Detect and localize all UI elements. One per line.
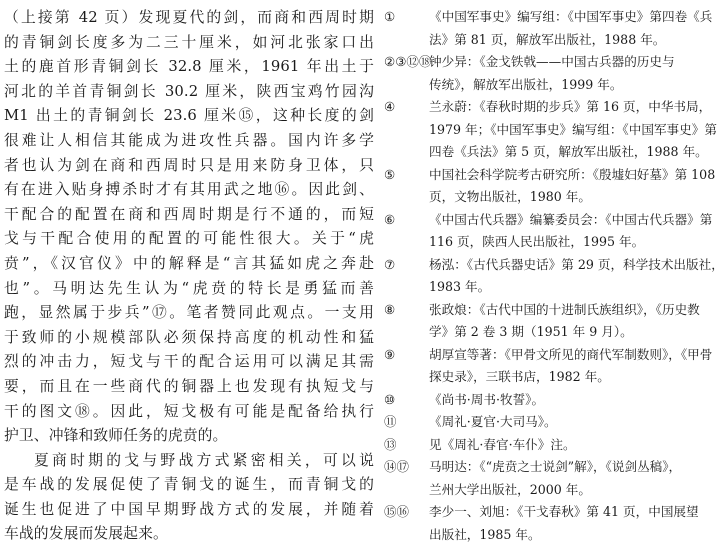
body-line: 很难让人相信其能成为进攻性兵器。国内许多学	[4, 131, 374, 149]
footnote	[384, 96, 717, 164]
footnote-number: ①	[384, 9, 396, 24]
body-line: 者也认为剑在商和西周时只是用来防身卫体，只	[4, 156, 374, 174]
footnote-number: ⑧	[384, 301, 396, 317]
footnote	[384, 164, 716, 209]
body-line: 是车战的发展促使了青铜戈的诞生，而青铜戈的	[4, 476, 374, 494]
body-line: 烈的冲击力，短戈与干的配合运用可以满足其需	[4, 353, 374, 371]
footnote-line: 李少一、刘旭：《干戈春秋》第 41 页，中国展望	[429, 504, 699, 519]
footnote-line: 杨泓：《古代兵器史话》第 29 页，科学技术出版社，	[429, 256, 724, 272]
footnote	[384, 501, 702, 546]
body-line: 护卫、冲锋和致师任务的虎贲的。	[4, 427, 228, 445]
body-line: M1 出土的青铜剑长 23.6 厘米⑮，这种长度的剑	[4, 107, 374, 125]
footnote-number: ⑭⑰	[384, 459, 410, 474]
footnote	[384, 209, 713, 254]
body-line: （上接第 42 页）发现夏代的剑，而商和西周时期	[4, 9, 374, 26]
footnote	[384, 6, 713, 51]
footnotes-column	[384, 6, 724, 546]
footnote-line: 马明达：《“虎贲之士说剑”解》，《说剑丛稿》，	[429, 459, 682, 474]
footnote-number: ⑨	[384, 346, 396, 362]
body-line: 土的鹿首形青铜剑长 32.8 厘米，1961 年出土于	[4, 58, 374, 76]
footnote-line: 见《周礼·春官·车仆》注。	[429, 436, 576, 452]
body-line: 河北的羊首青铜剑长 30.2 厘米，陕西宝鸡竹园沟	[4, 82, 374, 100]
footnote	[384, 344, 713, 389]
footnote-line: 探史录》，三联书店，1982 年。	[429, 369, 610, 384]
footnote-line: 1983 年。	[429, 279, 491, 294]
footnote-number: ⑪	[384, 414, 397, 429]
footnote	[384, 299, 702, 344]
body-line: 干的图文⑱。因此，短戈极有可能是配备给执行	[4, 402, 374, 420]
footnote-line: 学》第 2 卷 3 期（1951 年 9 月）。	[429, 324, 633, 339]
footnote-number: ④	[384, 99, 396, 114]
footnote-line: 法》第 81 页，解放军出版社，1988 年。	[429, 31, 666, 47]
body-line: 车战的发展而发展起来。	[4, 525, 168, 543]
footnote-number: ②③⑫⑱	[384, 54, 432, 69]
footnote-line: 1979 年；《中国军事史》编写组：《中国军事史》第	[429, 121, 717, 137]
footnote	[384, 389, 702, 412]
footnote-number: ⑤	[384, 166, 396, 182]
body-line: 贲”，《汉官仪》中的解释是“言其猛如虎之奔赴	[4, 254, 374, 272]
main-text-column	[4, 6, 374, 547]
footnote-number: ⑥	[384, 211, 396, 227]
footnote	[384, 434, 702, 457]
body-line: 也”。马明达先生认为“虎贲的特长是勇猛而善	[4, 279, 374, 297]
footnote-line: 页，文物出版社，1980 年。	[429, 189, 591, 204]
body-line: 要，而且在一些商代的铜器上也发现有执短戈与	[4, 377, 374, 395]
body-line: 诞生也促进了中国早期野战方式的发展，并随着	[4, 500, 374, 518]
footnote-line: 《中国古代兵器》编纂委员会：《中国古代兵器》第	[429, 211, 713, 227]
footnote-line: 《尚书·周书·牧誓》。	[429, 391, 545, 407]
footnote-line: 胡厚宣等著：《甲骨文所见的商代军制数则》，《甲骨	[429, 346, 713, 362]
footnote	[384, 254, 724, 299]
body-line: 于致师的小规模部队必须保持高度的机动性和猛	[4, 328, 374, 346]
body-line: 干配合的配置在商和西周时期是行不通的，而短	[4, 205, 374, 223]
footnote-line: 《中国军事史》编写组：《中国军事史》第四卷《兵	[429, 9, 713, 24]
footnote	[384, 51, 702, 96]
footnote-number: ⑮⑯	[384, 504, 410, 519]
footnote-number: ⑬	[384, 436, 397, 452]
footnote	[384, 411, 702, 434]
footnote-line: 钟少异：《金戈铁戟——中国古兵器的历史与	[429, 54, 675, 69]
footnote-line: 四卷《兵法》第 5 页，解放军出版社，1988 年。	[429, 144, 708, 159]
footnote-line: 兰州大学出版社，2000 年。	[429, 481, 591, 497]
footnote-number: ⑩	[384, 391, 396, 407]
footnote-line: 中国社会科学院考古研究所：《殷墟妇好墓》第 108	[429, 166, 716, 182]
footnote-line: 出版社，1985 年。	[429, 526, 541, 542]
footnote-line: 《周礼·夏官·大司马》。	[429, 414, 557, 429]
body-line: 夏商时期的戈与野战方式紧密相关，可以说	[34, 451, 374, 469]
footnote	[384, 456, 702, 501]
body-line: 的青铜剑长度多为二三十厘米，如河北张家口出	[4, 33, 374, 51]
body-line: 跑，显然属于步兵”⑰。笔者赞同此观点。一支用	[4, 304, 374, 322]
footnote-line: 116 页，陕西人民出版社，1995 年。	[429, 234, 645, 249]
footnote-line: 张政烺：《古代中国的十进制氏族组织》，《历史教	[429, 301, 700, 317]
body-line: 有在进入贴身搏杀时才有其用武之地⑯。因此剑、	[4, 181, 374, 199]
footnote-line: 传统》，解放军出版社，1999 年。	[429, 76, 623, 92]
body-line: 戈与干配合使用的配置的可能性很大。关于“虎	[4, 230, 374, 248]
footnote-number: ⑦	[384, 256, 396, 272]
footnote-line: 兰永蔚：《春秋时期的步兵》第 16 页，中华书局，	[429, 99, 712, 114]
